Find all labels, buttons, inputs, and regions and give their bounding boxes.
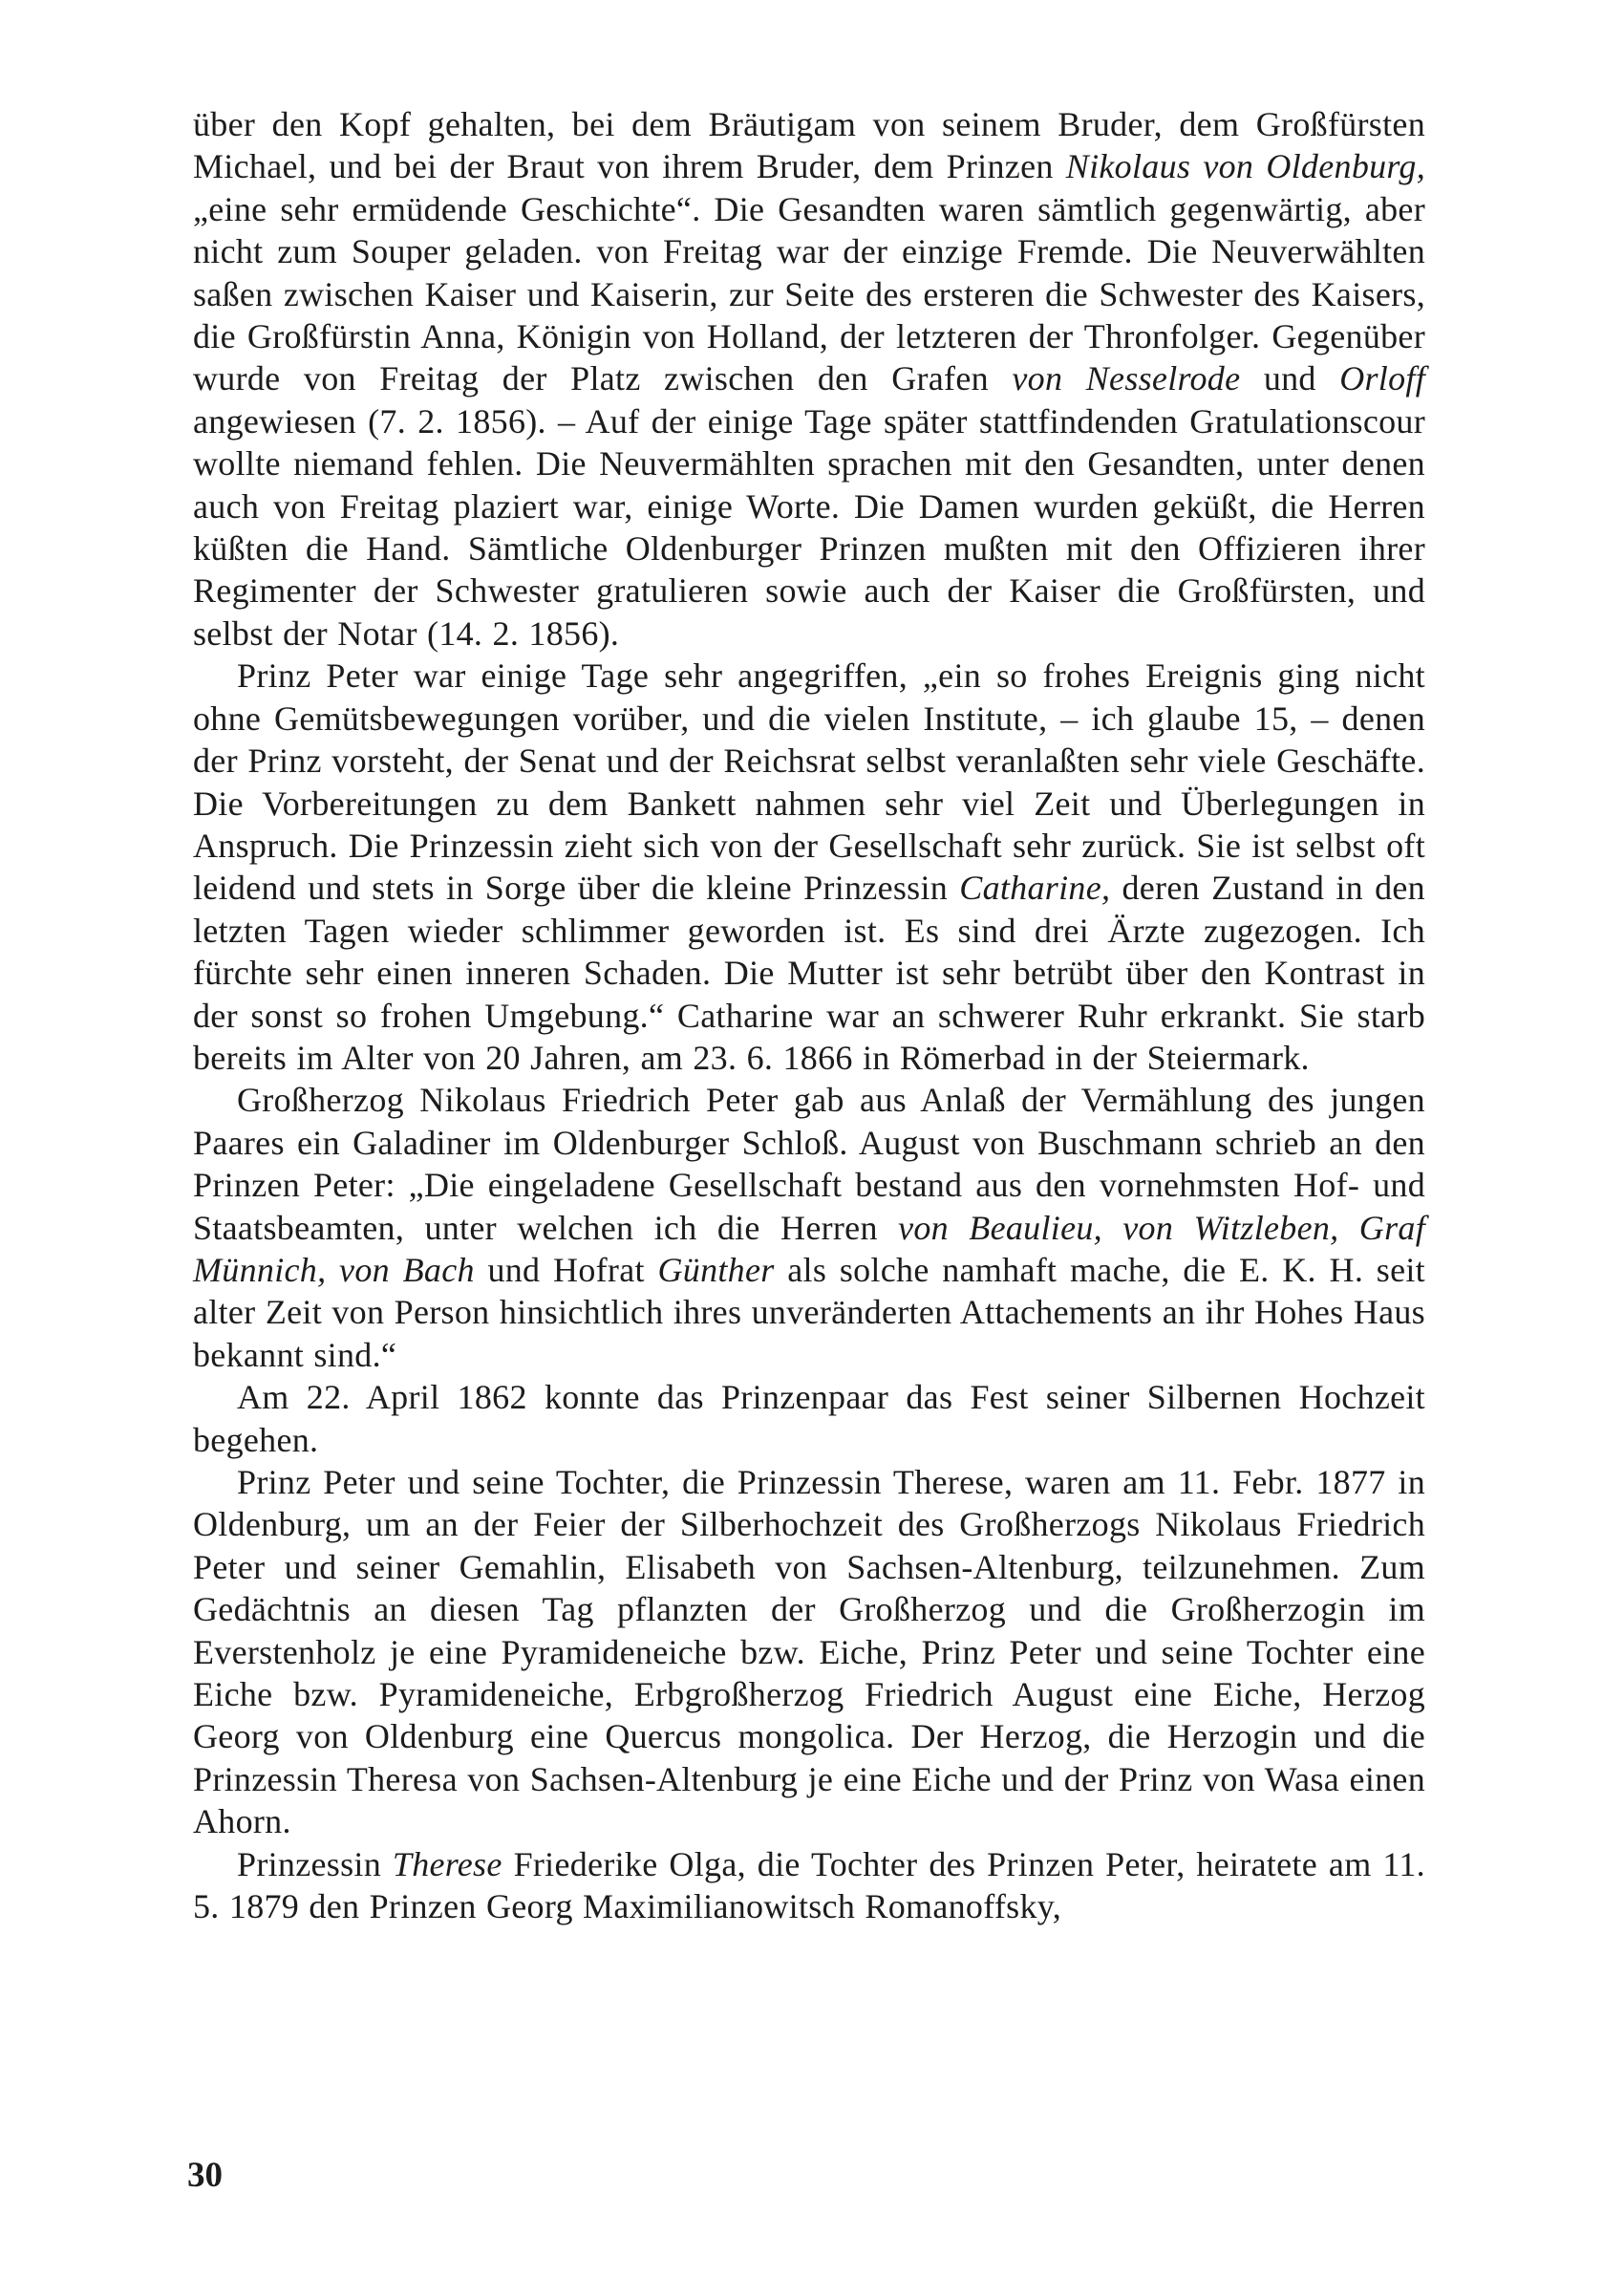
italic-text: Nikolaus von Oldenburg, [1065,147,1425,186]
text-run: Friederike Olga, die Tochter des Prinzen Peter, heiratete am 11. 5. 1879 den Prinzen Georg Maximilianowitsch Romanoffsky, [193,1844,1425,1926]
text-run: und Hofrat [474,1250,658,1289]
page-number: 30 [187,2156,223,2195]
text-run: als solche namhaft mache, die E. K. H. seit alter Zeit von Person hinsichtlich ihres unveränderten Attachements an ihr Hohes Haus bekannt sind.“ [193,1250,1425,1374]
paragraph [193,1376,1425,1461]
italic-text: Günther [657,1250,775,1289]
italic-text: Catharine, [959,869,1111,908]
paragraph [193,655,1425,1079]
text-run: Am 22. April 1862 konnte das Prinzenpaar das Fest seiner Silbernen Hochzeit begehen. [193,1378,1425,1459]
paragraph [193,103,1425,655]
text-run: angewiesen (7. 2. 1856). – Auf der einige Tage später stattfindenden Gratulationscour wollte niemand fehlen. Die Neuvermählten sprachen mit den Gesandten, unter denen auch von Freitag plaziert war, einige Worte. Die Damen wurden geküßt, die Herren küßten die Hand. Sämtliche Oldenburger Prinzen mußten mit den Offizieren ihrer Regimenter der Schwester gratulieren sowie auch der Kaiser die Großfürsten, und selbst der Notar (14. 2. 1856). [193,401,1425,653]
text-run: Großherzog Nikolaus Friedrich Peter gab aus Anlaß der Vermählung des jungen Paares ein Galadiner im Oldenburger Schloß. August von Buschmann schrieb an den Prinzen Peter: „Die eingeladene Gesellschaft bestand aus den vornehmsten Hof- und Staatsbeamten, unter welchen ich die Herren [193,1081,1425,1247]
text-run: Prinzessin [237,1844,393,1883]
italic-text: von Nesselrode [1012,359,1241,398]
paragraph [193,1461,1425,1843]
italic-text: von Beaulieu, von Witzleben, Graf Münnich, von Bach [193,1208,1425,1289]
text-run: Prinz Peter war einige Tage sehr angegriffen, „ein so frohes Ereignis ging nicht ohne Gemütsbewegungen vorüber, und die vielen Institute, – ich glaube 15, – denen der Prinz vorsteht, der Senat und der Reichsrat selbst veranlaßten sehr viele Geschäfte. Die Vorbereitungen zu dem Bankett nahmen sehr viel Zeit und Überlegungen in Anspruch. Die Prinzessin zieht sich von der Gesellschaft sehr zurück. Sie ist selbst oft leidend und stets in Sorge über die kleine Prinzessin [193,656,1425,908]
paragraph [193,1843,1425,1928]
text-run: Prinz Peter und seine Tochter, die Prinzessin Therese, waren am 11. Febr. 1877 in Oldenburg, um an der Feier der Silberhochzeit des Großherzogs Nikolaus Friedrich Peter und seiner Gemahlin, Elisabeth von Sachsen-Altenburg, teilzunehmen. Zum Gedächtnis an diesen Tag pflanzten der Großherzog und die Großherzogin im Everstenholz je eine Pyramideneiche bzw. Eiche, Prinz Peter und seine Tochter eine Eiche bzw. Pyramideneiche, Erbgroßherzog Friedrich August eine Eiche, Herzog Georg von Oldenburg eine Quercus mongolica. Der Herzog, die Herzogin und die Prinzessin Theresa von Sachsen-Altenburg je eine Eiche und der Prinz von Wasa einen Ahorn. [193,1463,1425,1841]
body-text [193,103,1425,1927]
italic-text: Orloff [1339,359,1426,398]
text-run: deren Zustand in den letzten Tagen wieder schlimmer geworden ist. Es sind drei Ärzte zugezogen. Ich fürchte sehr einen inneren Schaden. Die Mutter ist sehr betrübt über den Kontrast in der sonst so frohen Umgebung.“ Catharine war an schwerer Ruhr erkrankt. Sie starb bereits im Alter von 20 Jahren, am 23. 6. 1866 in Römerbad in der Steiermark. [193,869,1425,1077]
paragraph [193,1079,1425,1376]
text-run: und [1240,359,1340,398]
text-run: über den Kopf gehalten, bei dem Bräutigam von seinem Bruder, dem Großfürsten Michael, und bei der Braut von ihrem Bruder, dem Prinzen [193,105,1425,186]
text-run: „eine sehr ermüdende Geschichte“. Die Gesandten waren sämtlich gegenwärtig, aber nicht zum Souper geladen. von Freitag war der einzige Fremde. Die Neuverwählten saßen zwischen Kaiser und Kaiserin, zur Seite des ersteren die Schwester des Kaisers, die Großfürstin Anna, Königin von Holland, der letzteren der Thronfolger. Gegenüber wurde von Freitag der Platz zwischen den Grafen [193,189,1425,398]
italic-text: Therese [392,1844,502,1883]
